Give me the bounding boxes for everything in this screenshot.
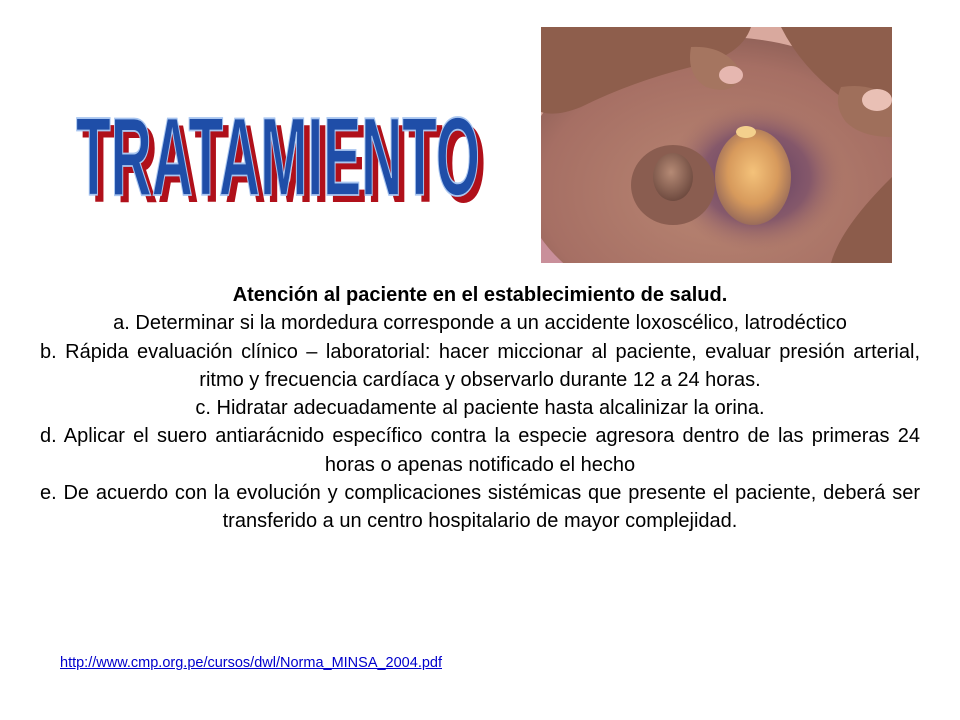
item-d: d. Aplicar el suero antiarácnido específico contra la especie agresora dentro de las primeras 24 horas o apenas notificado el hecho: [40, 425, 920, 476]
slide-title: [62, 82, 502, 212]
item-b: b. Rápida evaluación clínico – laboratorial: hacer miccionar al paciente, evaluar presión arterial, ritmo y frecuencia cardíaca y observarlo durante 12 a 24 horas.: [40, 340, 920, 391]
source-link[interactable]: http://www.cmp.org.pe/cursos/dwl/Norma_MINSA_2004.pdf: [60, 655, 442, 671]
section-heading: Atención al paciente en el establecimiento de salud.: [232, 284, 728, 306]
item-a: a. Determinar si la mordedura corresponde a un accidente loxoscélico, latrodéctico: [113, 312, 847, 335]
item-e: e. De acuerdo con la evolución y complicaciones sistémicas que presente el paciente, deberá ser transferido a un centro hospitalario de mayor complejidad.: [40, 482, 920, 533]
treatment-text-block: [40, 281, 920, 536]
title-shadow-text: TRATAMIENTO: [82, 100, 487, 212]
item-c: c. Hidratar adecuadamente al paciente hasta alcalinizar la orina.: [195, 397, 765, 420]
title-main-text: TRATAMIENTO: [76, 93, 481, 212]
clinical-photo: [541, 27, 892, 263]
